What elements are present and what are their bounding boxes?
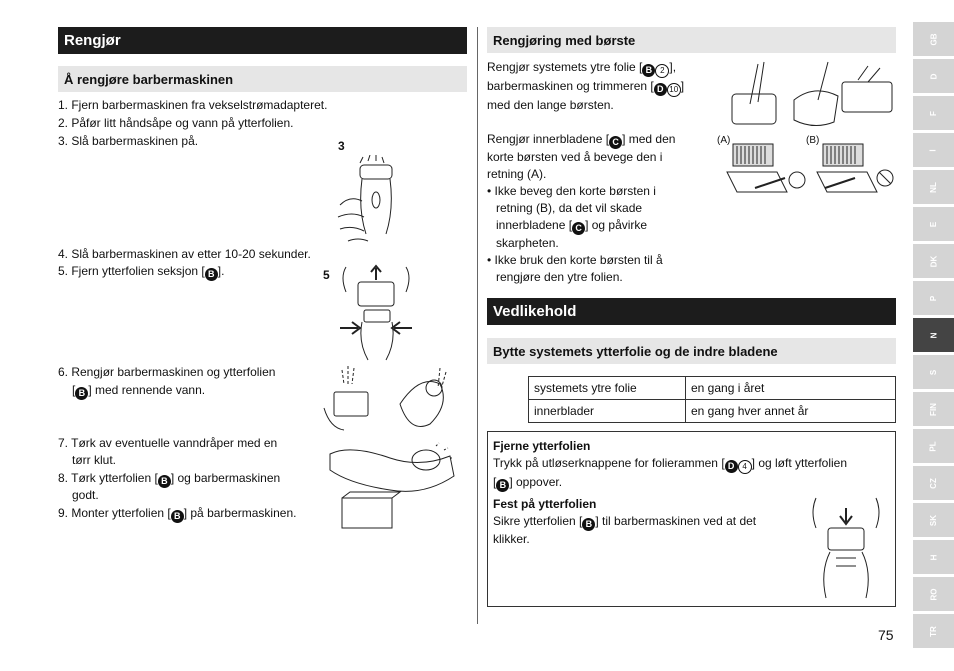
step-8: 8. Tørk ytterfolien [ B ] og barbermaskinen xyxy=(58,471,281,486)
language-tab-label: RO xyxy=(929,588,938,600)
step-8-cont: godt. xyxy=(72,488,99,502)
table-cell: en gang i året xyxy=(686,377,896,400)
maintenance-title: Vedlikehold xyxy=(487,298,896,325)
table-cell: systemets ytre folie xyxy=(529,377,686,400)
language-tab-label: PL xyxy=(928,440,938,452)
badge-d: D xyxy=(725,460,738,473)
language-tab-n[interactable] xyxy=(913,318,954,352)
language-tab-label: F xyxy=(928,110,938,116)
remove-text: Trykk på utløserknappene for folierammen [ D 4 ] og løft ytterfolien [ B ] oppover. xyxy=(493,456,848,490)
language-tab-label: NL xyxy=(928,181,938,193)
language-tab-i[interactable] xyxy=(913,133,954,167)
step-4: 4. Slå barbermaskinen av etter 10-20 sekunder. xyxy=(58,247,311,261)
language-sidebar xyxy=(913,22,954,651)
badge-b: B xyxy=(158,475,171,488)
attach-text: Sikre ytterfolien [ B ] til barbermaskinen ved at det klikker. xyxy=(493,514,757,546)
rinse-illustration xyxy=(320,364,460,434)
step-6: 6. Rengjør barbermaskinen og ytterfolien xyxy=(58,365,276,379)
language-tab-label: GB xyxy=(929,33,938,45)
language-tab-label: S xyxy=(929,369,938,375)
step-2: 2. Påfør litt håndsåpe og vann på ytterfolien. xyxy=(58,116,294,130)
language-tab-label: I xyxy=(928,148,938,152)
badge-c: C xyxy=(572,222,585,235)
badge-d: D xyxy=(654,83,667,96)
step-1: 1. Fjern barbermaskinen fra vekselstrømadapteret. xyxy=(58,98,328,112)
language-tab-label: P xyxy=(929,295,938,301)
language-tab-sk[interactable] xyxy=(913,503,954,537)
language-tab-tr[interactable] xyxy=(913,614,954,648)
inner-blade-brush-illustration xyxy=(725,140,900,205)
step-9: 9. Monter ytterfolien [ B ] på barbermaskinen. xyxy=(58,506,297,521)
badge-b: B xyxy=(75,387,88,400)
remove-title: Fjerne ytterfolien xyxy=(493,439,591,453)
language-tab-gb[interactable] xyxy=(913,22,954,56)
step-5: 5. Fjern ytterfolien seksjon [ B ]. xyxy=(58,264,225,279)
figure-label-a: (A) xyxy=(717,135,731,146)
language-tab-label: D xyxy=(929,73,938,79)
section-title-rengjor: Rengjør xyxy=(58,27,467,54)
badge-b: B xyxy=(171,510,184,523)
language-tab-dk[interactable] xyxy=(913,244,954,278)
dry-illustration xyxy=(326,440,461,535)
step-6-cont: [ B ] med rennende vann. xyxy=(72,383,206,398)
circled-10: 10 xyxy=(667,83,681,97)
column-divider xyxy=(477,27,478,624)
language-tab-s[interactable] xyxy=(913,355,954,389)
language-tab-label: FIN xyxy=(928,402,938,416)
figure-label-5: 5 xyxy=(323,268,330,282)
table-cell: en gang hver annet år xyxy=(686,400,896,423)
language-tab-h[interactable] xyxy=(913,540,954,574)
circled-2: 2 xyxy=(655,64,669,78)
brush-section-title: Rengjøring med børste xyxy=(487,27,896,53)
badge-b: B xyxy=(582,518,595,531)
language-tab-pl[interactable] xyxy=(913,429,954,463)
brush-paragraph-2: Rengjør innerbladene [ C ] med den korte børsten ved å bevege den i retning (A). • Ikke beveg den korte børsten i retning (B), da det vil skade innerbladene [ C ] og påvirke skarpheten. • Ikke bruk den korte børsten til å rengjøre den ytre folien. xyxy=(487,131,712,286)
replace-title: Bytte systemets ytterfolie og de indre bladene xyxy=(487,338,896,364)
language-tab-label: CZ xyxy=(928,477,938,489)
language-tab-p[interactable] xyxy=(913,281,954,315)
badge-b: B xyxy=(642,64,655,77)
badge-c: C xyxy=(609,136,622,149)
language-tab-label: SK xyxy=(929,514,938,526)
step-3: 3. Slå barbermaskinen på. xyxy=(58,134,199,148)
figure-label-b: (B) xyxy=(806,135,820,146)
subsection-title: Å rengjøre barbermaskinen xyxy=(58,66,467,92)
language-tab-label: N xyxy=(929,332,938,338)
language-tab-fin[interactable] xyxy=(913,392,954,426)
remove-foil-illustration xyxy=(336,262,416,362)
attach-title: Fest på ytterfolien xyxy=(493,497,597,511)
badge-b: B xyxy=(496,479,509,492)
table-row xyxy=(529,400,896,423)
table-cell: innerblader xyxy=(529,400,686,423)
language-tab-label: E xyxy=(929,221,938,227)
figure-label-3: 3 xyxy=(338,139,345,153)
language-tab-nl[interactable] xyxy=(913,170,954,204)
shaver-foam-illustration xyxy=(330,155,410,245)
language-tab-label: H xyxy=(929,554,938,560)
table-row xyxy=(529,377,896,400)
language-tab-cz[interactable] xyxy=(913,466,954,500)
attach-foil-illustration xyxy=(806,494,886,604)
circled-4: 4 xyxy=(738,460,752,474)
bullet-1: • Ikke beveg den korte børsten i retning (B), da det vil skade innerbladene [ C ] og påvirke skarpheten. xyxy=(487,184,656,250)
replacement-table xyxy=(528,376,896,423)
step-7: 7. Tørk av eventuelle vanndråper med en xyxy=(58,436,278,450)
step-7-cont: tørr klut. xyxy=(72,453,116,467)
language-tab-label: TR xyxy=(928,625,938,637)
language-tab-e[interactable] xyxy=(913,207,954,241)
page-number: 75 xyxy=(878,627,894,643)
brush-cleaning-illustration xyxy=(718,60,898,135)
bullet-2: • Ikke bruk den korte børsten til å rengjøre den ytre folien. xyxy=(487,253,663,284)
foil-instructions-box xyxy=(487,431,896,607)
language-tab-label: DK xyxy=(929,255,938,267)
language-tab-ro[interactable] xyxy=(913,577,954,611)
language-tab-d[interactable] xyxy=(913,59,954,93)
language-tab-f[interactable] xyxy=(913,96,954,130)
brush-paragraph-1: Rengjør systemets ytre folie [ B 2 ], barbermaskinen og trimmeren [ D 10 ] med den lange børsten. xyxy=(487,60,685,112)
badge-b: B xyxy=(205,268,218,281)
